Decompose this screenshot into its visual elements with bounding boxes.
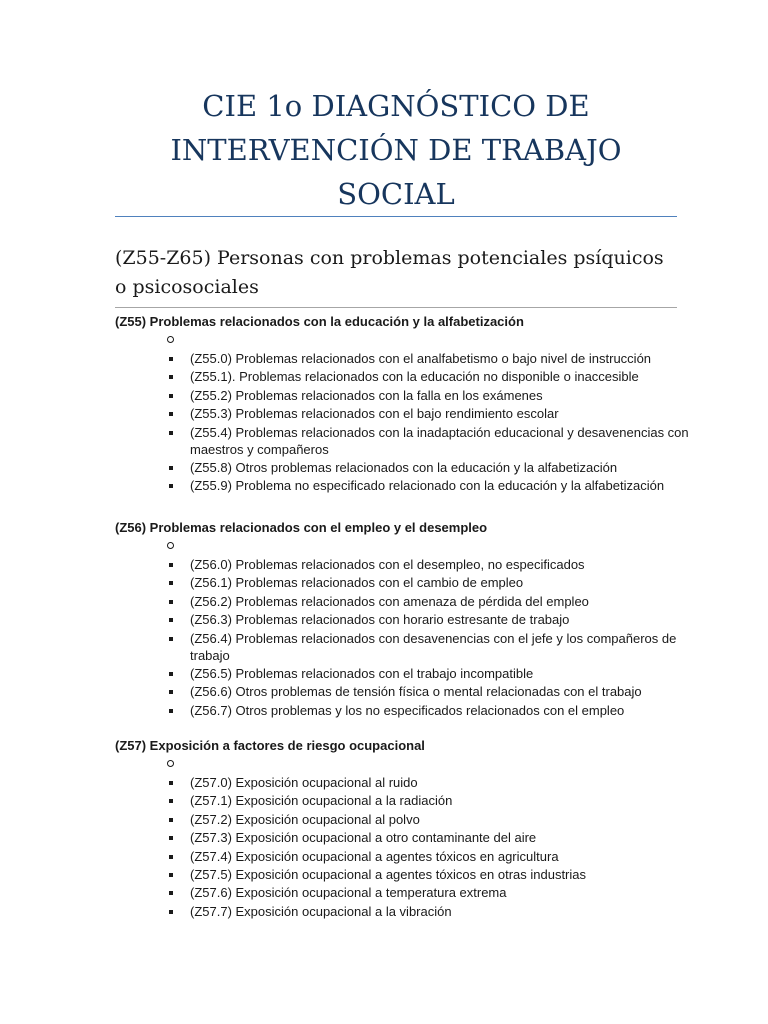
square-bullet-icon [169, 600, 173, 604]
list-item [115, 387, 690, 404]
square-bullet-icon [169, 672, 173, 676]
list-item-text: (Z56.1) Problemas relacionados con el cambio de empleo [190, 575, 524, 591]
list-item-text: (Z56.5) Problemas relacionados con el trabajo incompatible [190, 665, 534, 681]
square-bullet-icon [169, 563, 173, 567]
square-bullet-icon [169, 637, 173, 641]
square-bullet-icon [169, 618, 173, 622]
list-item-text: (Z56.0) Problemas relacionados con el desempleo, no especificados [190, 557, 585, 572]
square-bullet-icon [169, 690, 173, 694]
list-item-text: (Z55.1). Problemas relacionados con la educación no disponible o inaccesible [190, 369, 639, 385]
list-item [115, 424, 690, 458]
list-item [115, 811, 690, 828]
list-item-text: (Z55.4) Problemas relacionados con la inadaptación educacional y desavenencias con maestros y compañeros [190, 424, 689, 457]
list-item-text: (Z57.2) Exposición ocupacional al polvo [190, 811, 420, 827]
group-heading: (Z56) Problemas relacionados con el empleo y el desempleo [115, 520, 488, 535]
list-item [115, 665, 690, 682]
square-bullet-icon [169, 873, 173, 877]
empty-sub-bullet [167, 756, 715, 774]
list-item-text: (Z57.0) Exposición ocupacional al ruido [190, 775, 418, 790]
list-item [115, 774, 690, 791]
group-z55 [115, 314, 715, 496]
square-bullet-icon [169, 891, 173, 895]
list-item [115, 350, 690, 367]
list-item-text: (Z55.9) Problema no especificado relacionado con la educación y la alfabetización [190, 478, 665, 494]
list-item [115, 611, 690, 628]
list-item-text: (Z57.3) Exposición ocupacional a otro contaminante del aire [190, 830, 537, 846]
list-item [115, 792, 690, 809]
square-bullet-icon [169, 709, 173, 713]
group-heading: (Z57) Exposición a factores de riesgo ocupacional [115, 738, 425, 753]
item-list [115, 556, 715, 719]
group-z56 [115, 520, 715, 720]
group-heading: (Z55) Problemas relacionados con la educación y la alfabetización [115, 314, 524, 329]
list-item-text: (Z57.6) Exposición ocupacional a temperatura extrema [190, 885, 507, 901]
list-item [115, 556, 690, 573]
list-item-text: (Z56.6) Otros problemas de tensión física o mental relacionadas con el trabajo [190, 684, 642, 700]
square-bullet-icon [169, 375, 173, 379]
list-item [115, 405, 690, 422]
empty-sub-bullet [167, 538, 715, 556]
list-item [115, 866, 690, 883]
section-heading: (Z55-Z65) Personas con problemas potenciales psíquicos o psicosociales [115, 247, 664, 298]
list-item [115, 848, 690, 865]
list-item-text: (Z56.3) Problemas relacionados con horario estresante de trabajo [190, 612, 570, 628]
list-item-text: (Z55.3) Problemas relacionados con el bajo rendimiento escolar [190, 406, 559, 422]
section-divider [115, 307, 677, 308]
empty-sub-bullet [167, 332, 715, 350]
title-divider [115, 216, 677, 217]
list-item-text: (Z56.7) Otros problemas y los no especificados relacionados con el empleo [190, 702, 625, 718]
square-bullet-icon [169, 357, 173, 361]
item-list [115, 350, 715, 494]
square-bullet-icon [169, 781, 173, 785]
list-item [115, 368, 690, 385]
square-bullet-icon [169, 799, 173, 803]
list-item-text: (Z57.7) Exposición ocupacional a la vibración [190, 903, 452, 919]
square-bullet-icon [169, 431, 173, 435]
list-item-text: (Z55.2) Problemas relacionados con la falla en los exámenes [190, 387, 543, 403]
list-item [115, 829, 690, 846]
list-item-text: (Z57.1) Exposición ocupacional a la radiación [190, 793, 453, 809]
square-bullet-icon [169, 818, 173, 822]
list-item [115, 702, 690, 719]
list-item-text: (Z56.2) Problemas relacionados con amenaza de pérdida del empleo [190, 593, 589, 609]
square-bullet-icon [169, 412, 173, 416]
list-item [115, 884, 690, 901]
list-item-text: (Z57.5) Exposición ocupacional a agentes tóxicos en otras industrias [190, 866, 586, 882]
circle-bullet-icon [167, 336, 174, 343]
list-item-text: (Z57.4) Exposición ocupacional a agentes tóxicos en agricultura [190, 848, 559, 864]
list-item [115, 477, 690, 494]
list-item-text: (Z55.8) Otros problemas relacionados con la educación y la alfabetización [190, 459, 618, 475]
document-title: CIE 1o DIAGNÓSTICO DE INTERVENCIÓN DE TRABAJO SOCIAL [170, 89, 622, 211]
square-bullet-icon [169, 484, 173, 488]
square-bullet-icon [169, 394, 173, 398]
square-bullet-icon [169, 466, 173, 470]
list-item-text: (Z56.4) Problemas relacionados con desavenencias con el jefe y los compañeros de trabajo [190, 630, 677, 663]
list-item [115, 459, 690, 476]
square-bullet-icon [169, 855, 173, 859]
list-item [115, 903, 690, 920]
circle-bullet-icon [167, 542, 174, 549]
list-item [115, 574, 690, 591]
list-item [115, 593, 690, 610]
item-list [115, 774, 715, 920]
list-item [115, 683, 690, 700]
group-z57 [115, 738, 715, 921]
list-item [115, 630, 690, 664]
square-bullet-icon [169, 836, 173, 840]
circle-bullet-icon [167, 760, 174, 767]
square-bullet-icon [169, 581, 173, 585]
list-item-text: (Z55.0) Problemas relacionados con el analfabetismo o bajo nivel de instrucción [190, 351, 652, 366]
square-bullet-icon [169, 910, 173, 914]
